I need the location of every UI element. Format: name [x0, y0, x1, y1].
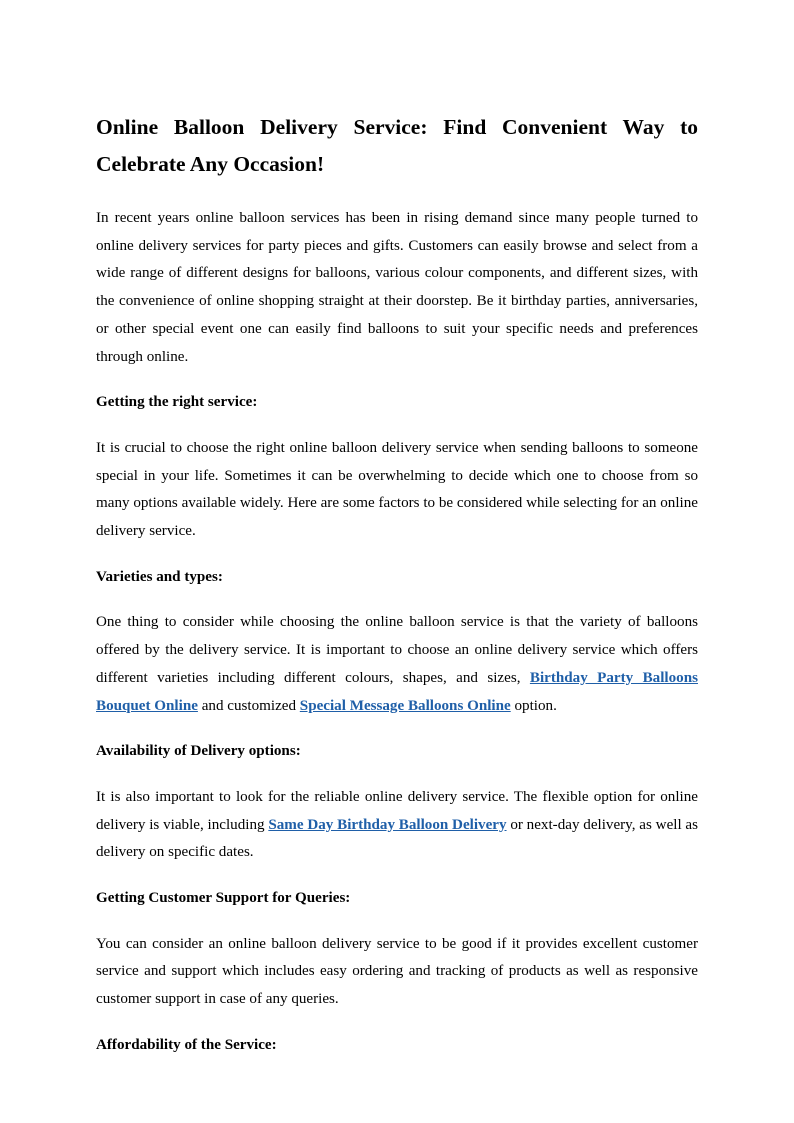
customer-support-paragraph: You can consider an online balloon delivery service to be good if it provides excellent customer service and support which includes easy ordering and tracking of products as well as responsive customer support in case of any queries.: [96, 935, 698, 1008]
heading-affordability: Affordability of the Service:: [96, 1036, 277, 1053]
intro-paragraph: In recent years online balloon services has been in rising demand since many people turned to online delivery services for party pieces and gifts. Customers can easily browse and select from a wide range of different designs for balloons, various colour components, and different sizes, with the convenience of online shopping straight at their doorstep. Be it birthday parties, anniversaries, or other special event one can easily find balloons to suit your specific needs and preferences through online.: [96, 210, 698, 365]
delivery-text-start: It is also important to look for the reliable online delivery service. The flexible option for online delivery is viable, including: [96, 788, 698, 833]
birthday-party-balloons-link[interactable]: Birthday Party Balloons Bouquet Online: [96, 669, 698, 714]
delivery-options-paragraph: [96, 784, 698, 867]
varieties-text-middle: and customized: [201, 697, 297, 714]
page-title: Online Balloon Delivery Service: Find Convenient Way to Celebrate Any Occasion!: [96, 115, 698, 176]
varieties-text-end: option.: [514, 697, 557, 714]
document-page: [96, 109, 698, 1078]
varieties-text-start: One thing to consider while choosing the online balloon service is that the variety of balloons offered by the delivery service. It is important to choose an online delivery service which offers different varieties including different colours, shapes, and sizes,: [96, 614, 698, 686]
heading-delivery-options: Availability of Delivery options:: [96, 743, 301, 760]
right-service-paragraph: It is crucial to choose the right online balloon delivery service when sending balloons to someone special in your life. Sometimes it can be overwhelming to decide which one to choose from so many options available widely. Here are some factors to be considered while selecting for an online delivery service.: [96, 439, 698, 540]
heading-customer-support: Getting Customer Support for Queries:: [96, 890, 351, 907]
varieties-paragraph: [96, 609, 698, 720]
heading-right-service: Getting the right service:: [96, 394, 258, 411]
same-day-delivery-link[interactable]: Same Day Birthday Balloon Delivery: [268, 816, 507, 833]
heading-varieties: Varieties and types:: [96, 568, 223, 585]
delivery-text-end: or next-day delivery, as well as delivery on specific dates.: [96, 816, 699, 861]
special-message-balloons-link[interactable]: Special Message Balloons Online: [299, 697, 511, 714]
